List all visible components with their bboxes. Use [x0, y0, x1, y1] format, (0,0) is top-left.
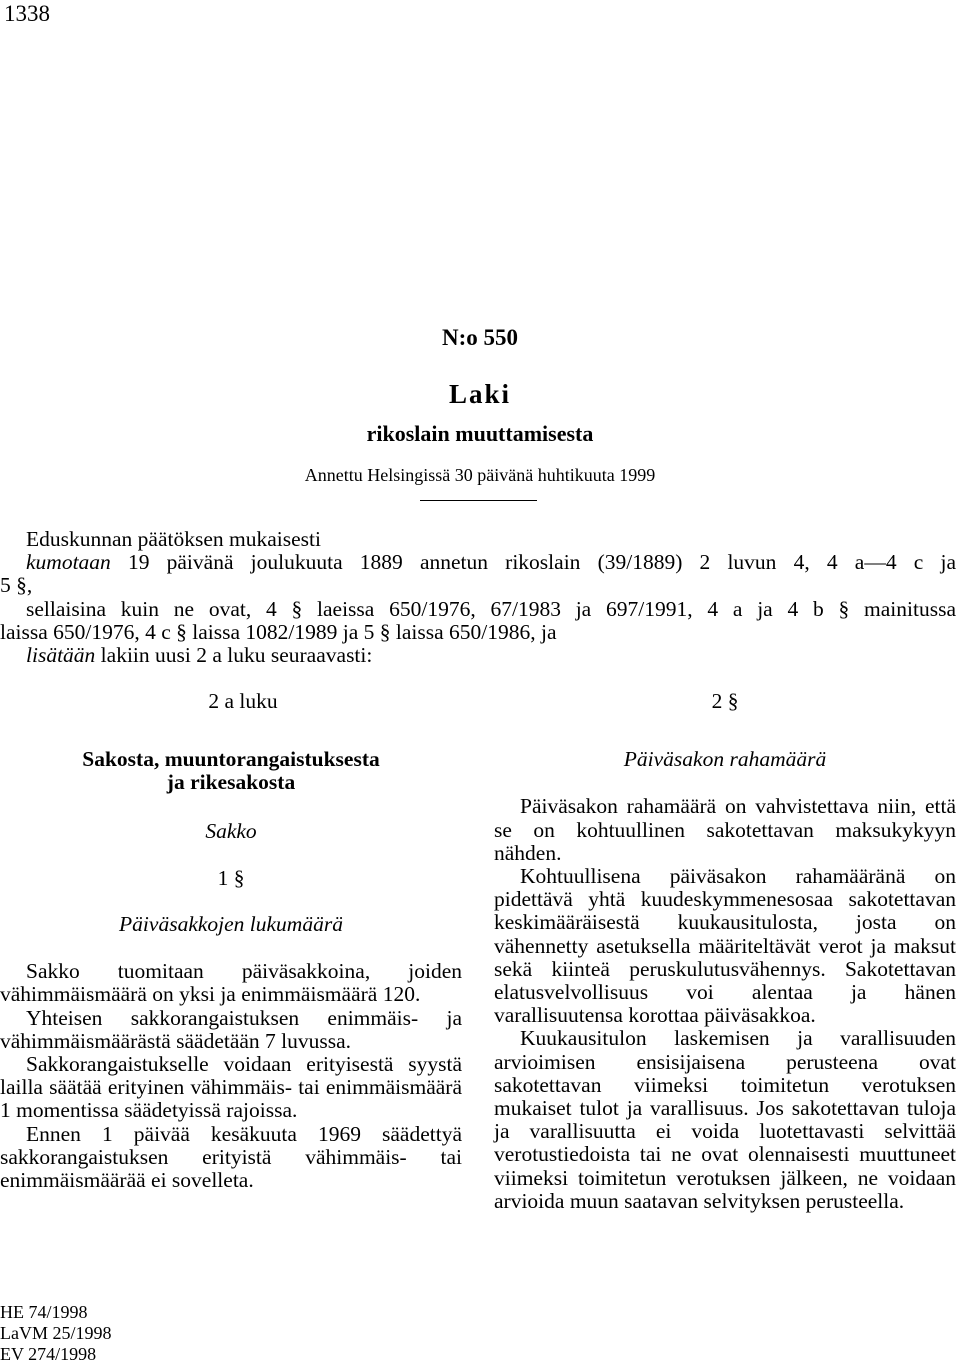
statute-number: N:o 550	[441, 325, 519, 350]
add-word: lisätään	[26, 643, 96, 668]
chapter-heading: 2 a luku	[208, 689, 278, 713]
preamble-line-2	[0, 551, 956, 574]
chapter-title-line-2: ja rikesakosta	[166, 770, 296, 795]
section-1-number: 1 §	[217, 865, 245, 890]
preamble-line-2-text: 19 päivänä joulukuuta 1889 annetun rikoslain (39/1889) 2 luvun 4, 4 a—4 c ja	[110, 550, 956, 575]
date-given: Annettu Helsingissä 30 päivänä huhtikuuta 1999	[304, 465, 656, 485]
chapter-title-line-1: Sakosta, muuntorangaistuksesta	[82, 747, 380, 772]
section-1-paragraph-4: Ennen 1 päivää kesäkuuta 1969 säädettyä sakkorangaistuksen erityistä vähimmäis- tai enimmäismäärää ei sovelleta.	[0, 1121, 462, 1193]
section-2-body	[494, 795, 956, 1213]
title-divider	[420, 500, 537, 501]
preamble-line-3: 5 §,	[0, 573, 33, 598]
right-column	[494, 690, 956, 1213]
section-1-paragraph-2: Yhteisen sakkorangaistuksen enimmäis- ja vähimmäismäärästä säädetään 7 luvussa.	[0, 1005, 462, 1053]
section-2-title: Päiväsakon rahamäärä	[623, 747, 827, 772]
preamble-line-1: Eduskunnan päätöksen mukaisesti	[26, 527, 321, 551]
section-2-paragraph-2: Kohtuullisena päiväsakon rahamääränä on pidettävä yhtä kuudeskymmenesosaa sakotettavan keskimääräisestä kuukausitulosta, josta on vähennetty asetuksella määriteltävät verot ja maksut sekä kiinteä peruskulutusvähennys. Sakotettavan elatusvelvollisuus voi alentaa ja hänen varallisuutensa korottaa päiväsakkoa.	[494, 864, 956, 1028]
footnote-references	[0, 1302, 112, 1365]
section-2-number: 2 §	[711, 689, 739, 713]
preamble-line-6-text: lakiin uusi 2 a luku seuraavasti:	[95, 643, 373, 668]
section-1-body	[0, 960, 462, 1192]
left-column	[0, 690, 462, 1192]
preamble	[0, 528, 956, 667]
section-1-paragraph-3: Sakkorangaistukselle voidaan erityisestä syystä lailla säätää erityinen vähimmäis- tai enimmäismäärä 1 momentissa säädetyissä rajoissa.	[0, 1052, 462, 1123]
page-number: 1338	[4, 1, 50, 26]
footnote-he: HE 74/1998	[0, 1302, 88, 1322]
document-title: rikoslain muuttamisesta	[366, 421, 594, 446]
section-1-title: Päiväsakkojen lukumäärä	[119, 912, 343, 937]
preamble-line-4: sellaisina kuin ne ovat, 4 § laeissa 650/1976, 67/1983 ja 697/1991, 4 a ja 4 b § mainitussa	[26, 596, 956, 621]
preamble-line-6	[0, 644, 956, 667]
footnote-ev: EV 274/1998	[0, 1344, 97, 1364]
repeal-word: kumotaan	[26, 550, 111, 575]
document-type: Laki	[448, 379, 512, 409]
footnote-lavm: LaVM 25/1998	[0, 1323, 112, 1343]
section-2-paragraph-3: Kuukausitulon laskemisen ja varallisuuden arvioimisen ensisijaisena perusteena ovat sakotettavan viimeksi toimitetun verotuksen mukaiset tulot ja varallisuus. Jos sakotettavan tuloja ja varallisuutta ei voida luotettavasti selvittää verotustiedoista tai ne ovat olennaisesti muuttuneet viimeksi toimitetun verotuksen jälkeen, ne voidaan arvioida muun saatavan selvityksen perusteella.	[494, 1026, 956, 1213]
subheading-sakko: Sakko	[205, 818, 257, 843]
section-1-paragraph-1: Sakko tuomitaan päiväsakkoina, joiden vähimmäismäärä on yksi ja enimmäismäärä 120.	[0, 959, 462, 1007]
section-2-paragraph-1: Päiväsakon rahamäärä on vahvistettava niin, että se on kohtuullinen sakotettavan maksukykyyn nähden.	[494, 794, 956, 865]
preamble-line-5: laissa 650/1976, 4 c § laissa 1082/1989 ja 5 § laissa 650/1986, ja	[0, 619, 557, 644]
